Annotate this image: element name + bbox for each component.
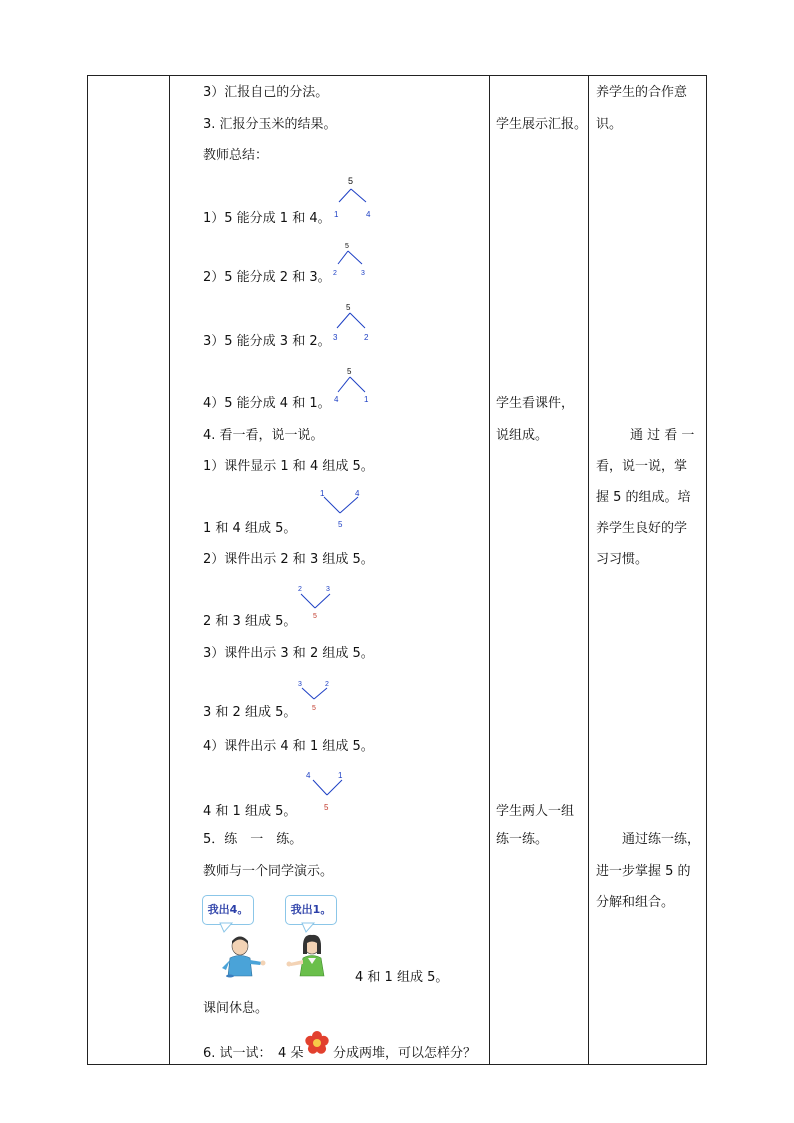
demo-line: 教师与一个同学演示。 [203, 864, 334, 879]
student-note-report: 学生展示汇报。 [496, 117, 588, 132]
split-tree-2-left: 2 [333, 270, 337, 277]
teacher-summary-label: 教师总结： [203, 148, 269, 163]
compose-tree-4-left: 4 [306, 771, 311, 780]
demo-result: 4 和 1 组成 5。 [355, 970, 449, 985]
split-tree-1-left: 1 [334, 210, 339, 219]
student-note-watch-2: 说组成。 [496, 428, 549, 443]
table-col-divider-1 [169, 75, 170, 1065]
compose-sentence-2: 2 和 3 组成 5。 [203, 614, 297, 629]
split-tree-2-right: 3 [361, 270, 365, 277]
split-tree-3 [334, 302, 374, 336]
boy-student-figure [218, 936, 268, 978]
intent-2-line-4: 养学生良好的学 [596, 521, 688, 536]
step-report-corn: 3. 汇报分玉米的结果。 [203, 117, 337, 132]
compose-tree-3-left: 3 [298, 681, 302, 688]
compose-tree-1-left: 1 [320, 489, 325, 498]
intent-1-line-1: 养学生的合作意 [596, 85, 688, 100]
split-sentence-3: 3）5 能分成 3 和 2。 [203, 334, 331, 349]
courseware-show-2: 2）课件出示 2 和 3 组成 5。 [203, 552, 374, 567]
compose-sentence-4: 4 和 1 组成 5。 [203, 804, 297, 819]
speech-bubble-right-tail [302, 923, 316, 933]
compose-tree-3-right: 2 [325, 681, 329, 688]
intent-1-line-2: 识。 [596, 117, 623, 132]
split-tree-2-top: 5 [345, 243, 349, 250]
compose-sentence-3: 3 和 2 组成 5。 [203, 705, 297, 720]
compose-tree-2-bottom: 5 [313, 613, 317, 620]
courseware-show-1: 1）课件显示 1 和 4 组成 5。 [203, 459, 374, 474]
compose-tree-3-bottom: 5 [312, 705, 316, 712]
table-col-divider-0 [87, 75, 88, 1065]
table-col-divider-4 [706, 75, 707, 1065]
compose-tree-1-bottom: 5 [338, 520, 343, 529]
compose-tree-4-bottom: 5 [324, 803, 329, 812]
split-sentence-4: 4）5 能分成 4 和 1。 [203, 396, 331, 411]
split-tree-3-right: 2 [364, 333, 369, 342]
split-sentence-2: 2）5 能分成 2 和 3。 [203, 270, 331, 285]
split-tree-1-top: 5 [348, 176, 354, 186]
split-tree-4-left: 4 [334, 395, 339, 404]
speech-bubble-left-tail [220, 923, 234, 933]
practice-title: 5．练 一 练。 [203, 832, 303, 847]
red-flower-icon [303, 1030, 331, 1056]
compose-tree-1-right: 4 [355, 489, 360, 498]
look-and-say-title: 4. 看一看，说一说。 [203, 428, 324, 443]
speech-bubble-left: 我出4。 [202, 895, 254, 925]
student-note-pair-2: 练一练。 [496, 832, 549, 847]
intent-2-line-2: 看，说一说，掌 [596, 459, 688, 474]
student-note-pair-1: 学生两人一组 [496, 804, 575, 819]
intent-2-line-1: 通 过 看 一 [630, 428, 695, 443]
table-bottom-border [87, 1064, 707, 1065]
courseware-show-3: 3）课件出示 3 和 2 组成 5。 [203, 646, 374, 661]
try-it-suffix: 分成两堆，可以怎样分？ [333, 1046, 477, 1061]
split-tree-3-top: 5 [346, 303, 351, 312]
speech-bubble-right: 我出1。 [285, 895, 337, 925]
intent-3-line-2: 进一步掌握 5 的 [596, 864, 691, 879]
intent-3-line-1: 通过练一练， [622, 832, 701, 847]
try-it-prefix: 6. 试一试： 4 朵 [203, 1046, 304, 1061]
table-col-divider-2 [489, 75, 490, 1065]
split-sentence-1: 1）5 能分成 1 和 4。 [203, 211, 331, 226]
table-top-border [87, 75, 707, 76]
compose-tree-2-left: 2 [298, 586, 302, 593]
table-col-divider-3 [588, 75, 589, 1065]
compose-tree-2-right: 3 [326, 586, 330, 593]
compose-tree-4-right: 1 [338, 771, 343, 780]
compose-tree-2 [297, 590, 337, 616]
intent-2-line-5: 习习惯。 [596, 552, 649, 567]
split-tree-2 [334, 242, 374, 272]
girl-student-figure [286, 934, 332, 978]
split-tree-1-right: 4 [366, 210, 371, 219]
split-tree-4-top: 5 [347, 367, 352, 376]
student-note-watch-1: 学生看课件， [496, 396, 575, 411]
split-tree-4-right: 1 [364, 395, 369, 404]
compose-sentence-1: 1 和 4 组成 5。 [203, 521, 297, 536]
intent-3-line-3: 分解和组合。 [596, 895, 675, 910]
courseware-show-4: 4）课件出示 4 和 1 组成 5。 [203, 739, 374, 754]
break-time: 课间休息。 [203, 1001, 269, 1016]
intent-2-line-3: 握 5 的组成。培 [596, 490, 691, 505]
step-report-method: 3）汇报自己的分法。 [203, 85, 329, 100]
split-tree-3-left: 3 [333, 333, 338, 342]
